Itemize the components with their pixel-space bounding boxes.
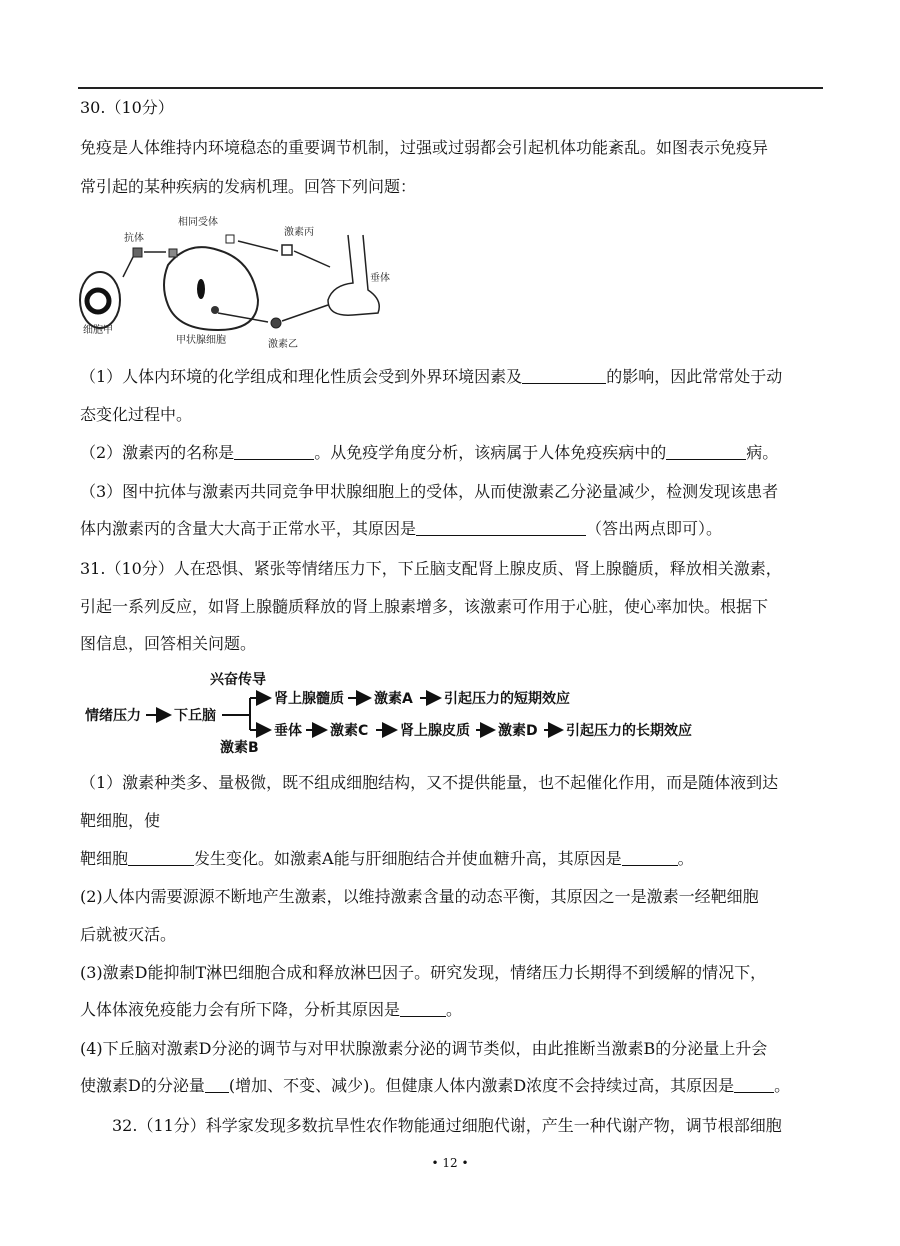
q31-part1-text-d: 发生变化。如激素A能与肝细胞结合并使血糖升高，其原因是 bbox=[194, 849, 622, 868]
stress-flow-diagram bbox=[80, 668, 720, 760]
receptor-mark-right bbox=[226, 235, 234, 243]
flow-medulla-label: 肾上腺髓质 bbox=[274, 691, 344, 707]
antibody-mark bbox=[133, 248, 142, 257]
answer-blank[interactable] bbox=[622, 849, 678, 866]
q31-intro-line3: 图信息，回答相关问题。 bbox=[80, 634, 257, 653]
flow-stress-label: 情绪压力 bbox=[85, 708, 141, 724]
hormone-yi-arrow bbox=[218, 313, 268, 322]
q31-part1-text-e: 。 bbox=[677, 849, 694, 868]
q30-part2-text-a: （2）激素丙的名称是 bbox=[80, 443, 235, 462]
antibody-label: 抗体 bbox=[124, 233, 144, 244]
thyroid-cell-label: 甲状腺细胞 bbox=[176, 335, 226, 346]
hormone-yi-mark bbox=[271, 318, 281, 328]
thyroid-disease-figure bbox=[78, 205, 408, 355]
q31-part4-line2 bbox=[80, 1075, 790, 1097]
flow-long-term-label: 引起压力的长期效应 bbox=[566, 723, 692, 739]
q30-part2-text-c: 病。 bbox=[746, 443, 779, 462]
q31-part4-line1: (4)下丘脑对激素D分泌的调节与对甲状腺激素分泌的调节类似，由此推断当激素B的分泌量上升会 bbox=[80, 1039, 768, 1058]
q31-part1-line1: （1）激素种类多、量极微，既不组成细胞结构，又不提供能量，也不起催化作用，而是随体液到达 bbox=[80, 773, 779, 792]
q30-part2-text-b: 。从免疫学角度分析，该病属于人体免疫疾病中的 bbox=[314, 443, 667, 462]
feedback-arrow bbox=[282, 305, 328, 321]
flow-pituitary-label: 垂体 bbox=[274, 723, 302, 739]
q30-part3-line1: （3）图中抗体与激素丙共同竞争甲状腺细胞上的受体，从而使激素乙分泌量减少，检测发现该患者 bbox=[80, 482, 779, 501]
page-number: • 12 • bbox=[431, 1156, 469, 1170]
answer-blank[interactable] bbox=[666, 443, 746, 460]
hormone-bing-mark bbox=[282, 245, 292, 255]
q31-part2-line1: (2)人体内需要源源不断地产生激素，以维持激素含量的动态平衡，其原因之一是激素一经靶细胞 bbox=[80, 887, 759, 906]
q30-part2-line bbox=[80, 442, 778, 464]
hormone-bing-label: 激素丙 bbox=[284, 227, 314, 238]
receptor-mark-left bbox=[169, 249, 177, 257]
flow-hormone-c-label: 激素C bbox=[330, 723, 369, 739]
cell-jia-label: 细胞甲 bbox=[83, 325, 113, 336]
q30-part1-line1 bbox=[80, 366, 782, 388]
q31-part4-text-b: 使激素D的分泌量 bbox=[80, 1076, 205, 1095]
flow-short-term-label: 引起压力的短期效应 bbox=[444, 691, 570, 707]
q32-intro-line1: 32.（11分）科学家发现多数抗旱性农作物能通过细胞代谢，产生一种代谢产物，调节根部细胞 bbox=[112, 1116, 782, 1135]
q31-part4-text-c: (增加、不变、减少)。但健康人体内激素D浓度不会持续过高，其原因是 bbox=[228, 1076, 735, 1095]
hormone-yi-label: 激素乙 bbox=[268, 339, 298, 350]
answer-blank[interactable] bbox=[416, 519, 586, 536]
answer-blank[interactable] bbox=[522, 367, 606, 384]
flow-cortex-label: 肾上腺皮质 bbox=[400, 723, 470, 739]
q31-part3-text-b: 人体体液免疫能力会有所下降，分析其原因是 bbox=[80, 1000, 401, 1019]
q30-part1-line2: 态变化过程中。 bbox=[80, 405, 193, 424]
thyroid-cell-nucleus bbox=[197, 279, 205, 299]
flow-hormone-d-label: 激素D bbox=[498, 723, 538, 739]
answer-blank[interactable] bbox=[234, 443, 314, 460]
flow-hormone-b-label: 激素B bbox=[220, 740, 259, 756]
q31-part4-text-d: 。 bbox=[774, 1076, 791, 1095]
q30-part3-text-b: （答出两点即可）。 bbox=[586, 519, 723, 538]
q31-part3-line2 bbox=[80, 999, 462, 1021]
q30-part1-text-a: （1）人体内环境的化学组成和理化性质会受到外界环境因素及 bbox=[80, 367, 523, 386]
q31-part3-text-c: 。 bbox=[446, 1000, 463, 1019]
answer-blank[interactable] bbox=[128, 849, 194, 866]
q30-intro-line1: 免疫是人体维持内环境稳态的重要调节机制，过强或过弱都会引起机体功能紊乱。如图表示免疫异 bbox=[80, 138, 769, 157]
q31-intro-line1: 31.（10分）人在恐惧、紧张等情绪压力下，下丘脑支配肾上腺皮质、肾上腺髓质，释放相关激素， bbox=[80, 559, 782, 578]
flow-hypothalamus-label: 下丘脑 bbox=[174, 708, 216, 724]
thyroid-secretion-dot bbox=[211, 306, 219, 314]
cell-jia-nucleus bbox=[87, 290, 109, 312]
hormone-bing-to-cell-arrow bbox=[238, 241, 278, 251]
q30-intro-line2: 常引起的某种疾病的发病机理。回答下列问题： bbox=[80, 177, 417, 196]
q31-part1-line3 bbox=[80, 848, 694, 870]
q30-part1-text-b: 的影响，因此常常处于动 bbox=[606, 367, 783, 386]
answer-blank[interactable] bbox=[205, 1076, 229, 1093]
answer-blank[interactable] bbox=[400, 1000, 446, 1017]
antibody-arrow bbox=[123, 257, 133, 277]
answer-blank[interactable] bbox=[734, 1076, 774, 1093]
header-rule bbox=[78, 87, 823, 89]
q31-part1-text-c: 靶细胞 bbox=[80, 849, 129, 868]
flow-excitation-label: 兴奋传导 bbox=[210, 672, 266, 688]
q30-part3-text-a: 体内激素丙的含量大大高于正常水平，其原因是 bbox=[80, 519, 417, 538]
receptor-label: 相同受体 bbox=[178, 217, 218, 228]
pituitary-to-hormone-arrow bbox=[294, 251, 330, 267]
q31-intro-line2: 引起一系列反应，如肾上腺髓质释放的肾上腺素增多，该激素可作用于心脏，使心率加快。根据下 bbox=[80, 597, 769, 616]
q31-part3-line1: (3)激素D能抑制T淋巴细胞合成和释放淋巴因子。研究发现，情绪压力长期得不到缓解的情况下， bbox=[80, 963, 767, 982]
q30-header: 30.（10分） bbox=[80, 98, 174, 117]
flow-hormone-a-label: 激素A bbox=[374, 691, 413, 707]
q31-part1-line2: 靶细胞，使 bbox=[80, 811, 161, 830]
pituitary-label: 垂体 bbox=[370, 273, 390, 284]
q30-part3-line2 bbox=[80, 518, 722, 540]
q31-part2-line2: 后就被灭活。 bbox=[80, 925, 177, 944]
